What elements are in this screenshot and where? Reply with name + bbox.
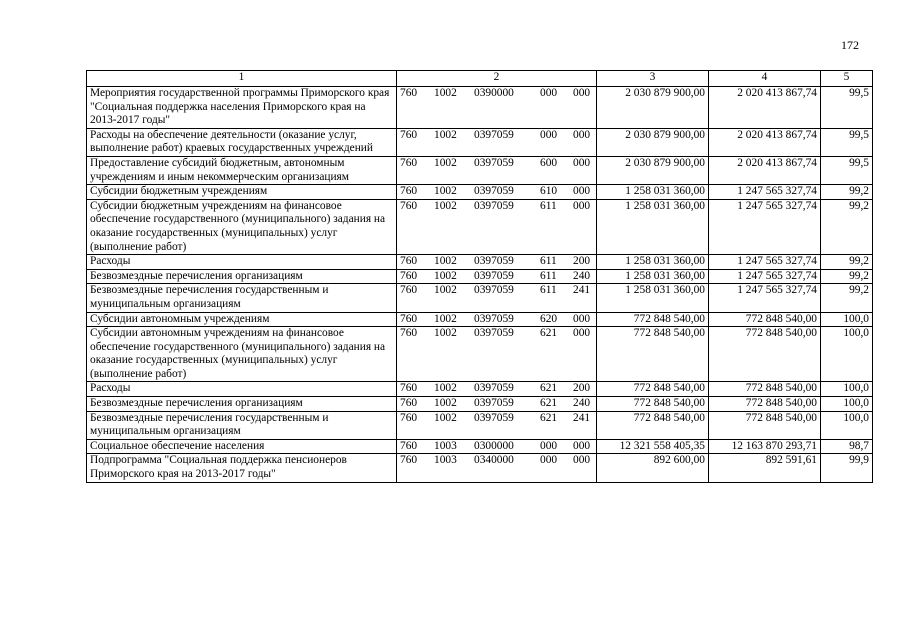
row-codes <box>397 284 597 312</box>
code-3: 0397059 <box>474 269 514 282</box>
row-name: Субсидии автономным учреждениям <box>87 312 397 327</box>
row-codes <box>397 199 597 254</box>
code-4: 611 <box>540 284 557 297</box>
code-3: 0397059 <box>474 284 514 297</box>
budget-table <box>86 70 873 483</box>
code-4: 621 <box>540 397 558 410</box>
code-1: 760 <box>400 397 418 410</box>
code-5: 240 <box>573 397 591 410</box>
code-2: 1002 <box>434 312 457 325</box>
table-row <box>87 454 873 482</box>
code-3: 0397059 <box>474 411 514 424</box>
code-2: 1002 <box>434 255 457 268</box>
row-name: Расходы <box>87 255 397 270</box>
code-2: 1002 <box>434 284 457 297</box>
code-2: 1002 <box>434 327 457 340</box>
code-2: 1002 <box>434 382 457 395</box>
code-4: 621 <box>540 327 558 340</box>
code-3: 0300000 <box>474 439 514 452</box>
row-name: Безвозмездные перечисления государственным и муниципальным организациям <box>87 411 397 439</box>
row-percent: 99,2 <box>821 185 873 200</box>
row-codes <box>397 397 597 412</box>
row-actual-amount: 892 591,61 <box>709 454 821 482</box>
code-4: 000 <box>540 128 558 141</box>
row-plan-amount: 2 030 879 900,00 <box>597 128 709 156</box>
code-5: 000 <box>573 199 591 212</box>
row-codes <box>397 411 597 439</box>
header-cell-1: 1 <box>87 71 397 87</box>
row-codes <box>397 185 597 200</box>
code-3: 0397059 <box>474 397 514 410</box>
row-percent: 99,2 <box>821 199 873 254</box>
row-percent: 100,0 <box>821 327 873 382</box>
code-1: 760 <box>400 439 418 452</box>
code-3: 0397059 <box>474 312 514 325</box>
code-4: 611 <box>540 255 557 268</box>
code-1: 760 <box>400 87 418 99</box>
row-codes <box>397 327 597 382</box>
row-codes <box>397 439 597 454</box>
row-name: Безвозмездные перечисления организациям <box>87 397 397 412</box>
row-plan-amount: 772 848 540,00 <box>597 382 709 397</box>
code-2: 1002 <box>434 87 457 99</box>
code-1: 760 <box>400 454 418 467</box>
row-name: Субсидии автономным учреждениям на финансовое обеспечение государственного (муниципального) задания на оказание государственных (муниципальных) услуг (выполнение работ) <box>87 327 397 382</box>
row-actual-amount: 772 848 540,00 <box>709 312 821 327</box>
row-codes <box>397 454 597 482</box>
code-1: 760 <box>400 156 418 169</box>
row-actual-amount: 772 848 540,00 <box>709 327 821 382</box>
row-percent: 99,5 <box>821 156 873 184</box>
row-name: Предоставление субсидий бюджетным, автономным учреждениям и иным некоммерческим организациям <box>87 156 397 184</box>
table-row <box>87 255 873 270</box>
row-codes <box>397 382 597 397</box>
row-percent: 99,2 <box>821 255 873 270</box>
code-1: 760 <box>400 327 418 340</box>
header-row <box>87 71 873 87</box>
code-1: 760 <box>400 185 418 198</box>
code-1: 760 <box>400 312 418 325</box>
header-cell-4: 4 <box>709 71 821 87</box>
code-3: 0390000 <box>474 87 514 99</box>
code-2: 1002 <box>434 269 457 282</box>
row-name: Подпрограмма "Социальная поддержка пенсионеров Приморского края на 2013-2017 годы" <box>87 454 397 482</box>
row-plan-amount: 1 258 031 360,00 <box>597 255 709 270</box>
code-5: 240 <box>573 269 591 282</box>
row-plan-amount: 772 848 540,00 <box>597 397 709 412</box>
row-codes <box>397 255 597 270</box>
row-percent: 99,2 <box>821 269 873 284</box>
table-row <box>87 269 873 284</box>
header-cell-5: 5 <box>821 71 873 87</box>
row-actual-amount: 12 163 870 293,71 <box>709 439 821 454</box>
table-row <box>87 185 873 200</box>
row-codes <box>397 156 597 184</box>
code-2: 1002 <box>434 199 457 212</box>
code-2: 1002 <box>434 411 457 424</box>
code-2: 1002 <box>434 397 457 410</box>
row-actual-amount: 2 020 413 867,74 <box>709 87 821 129</box>
code-4: 620 <box>540 312 558 325</box>
row-actual-amount: 772 848 540,00 <box>709 411 821 439</box>
row-name: Субсидии бюджетным учреждениям на финансовое обеспечение государственного (муниципального) задания на оказание государственных (муниципальных) услуг (выполнение работ) <box>87 199 397 254</box>
code-5: 000 <box>573 156 591 169</box>
table-row <box>87 411 873 439</box>
code-3: 0397059 <box>474 199 514 212</box>
table-row <box>87 312 873 327</box>
row-percent: 100,0 <box>821 397 873 412</box>
row-name: Расходы на обеспечение деятельности (оказание услуг, выполнение работ) краевых государственных учреждений <box>87 128 397 156</box>
code-3: 0397059 <box>474 185 514 198</box>
code-5: 000 <box>573 87 591 99</box>
row-name: Социальное обеспечение населения <box>87 439 397 454</box>
code-1: 760 <box>400 255 418 268</box>
code-1: 760 <box>400 269 418 282</box>
table-row <box>87 439 873 454</box>
code-3: 0397059 <box>474 327 514 340</box>
code-5: 000 <box>573 327 591 340</box>
row-plan-amount: 2 030 879 900,00 <box>597 87 709 129</box>
row-percent: 98,7 <box>821 439 873 454</box>
row-actual-amount: 1 247 565 327,74 <box>709 255 821 270</box>
code-4: 610 <box>540 185 558 198</box>
row-plan-amount: 1 258 031 360,00 <box>597 199 709 254</box>
table-row <box>87 87 873 129</box>
row-codes <box>397 312 597 327</box>
code-5: 200 <box>573 382 591 395</box>
code-3: 0397059 <box>474 128 514 141</box>
row-plan-amount: 892 600,00 <box>597 454 709 482</box>
row-codes <box>397 87 597 129</box>
table-row <box>87 397 873 412</box>
row-actual-amount: 1 247 565 327,74 <box>709 199 821 254</box>
row-percent: 100,0 <box>821 382 873 397</box>
code-5: 000 <box>573 312 591 325</box>
row-name: Безвозмездные перечисления организациям <box>87 269 397 284</box>
row-percent: 99,2 <box>821 284 873 312</box>
code-5: 241 <box>573 411 591 424</box>
table-row <box>87 327 873 382</box>
table-row <box>87 156 873 184</box>
code-3: 0397059 <box>474 156 514 169</box>
table-row <box>87 128 873 156</box>
row-plan-amount: 2 030 879 900,00 <box>597 156 709 184</box>
row-percent: 99,9 <box>821 454 873 482</box>
row-percent: 99,5 <box>821 128 873 156</box>
code-4: 000 <box>540 454 558 467</box>
code-5: 000 <box>573 454 591 467</box>
row-actual-amount: 2 020 413 867,74 <box>709 128 821 156</box>
table-row <box>87 284 873 312</box>
code-2: 1003 <box>434 439 457 452</box>
row-plan-amount: 772 848 540,00 <box>597 327 709 382</box>
code-4: 000 <box>540 439 558 452</box>
row-actual-amount: 1 247 565 327,74 <box>709 185 821 200</box>
row-codes <box>397 269 597 284</box>
row-plan-amount: 1 258 031 360,00 <box>597 269 709 284</box>
row-actual-amount: 772 848 540,00 <box>709 382 821 397</box>
code-4: 611 <box>540 199 557 212</box>
row-plan-amount: 772 848 540,00 <box>597 411 709 439</box>
code-1: 760 <box>400 199 418 212</box>
code-2: 1002 <box>434 185 457 198</box>
row-plan-amount: 772 848 540,00 <box>597 312 709 327</box>
code-3: 0397059 <box>474 382 514 395</box>
row-percent: 100,0 <box>821 312 873 327</box>
code-1: 760 <box>400 284 418 297</box>
row-plan-amount: 1 258 031 360,00 <box>597 185 709 200</box>
code-5: 000 <box>573 185 591 198</box>
code-5: 000 <box>573 128 591 141</box>
row-actual-amount: 1 247 565 327,74 <box>709 269 821 284</box>
row-percent: 99,5 <box>821 87 873 129</box>
row-actual-amount: 2 020 413 867,74 <box>709 156 821 184</box>
code-3: 0340000 <box>474 454 514 467</box>
row-name: Безвозмездные перечисления государственным и муниципальным организациям <box>87 284 397 312</box>
code-3: 0397059 <box>474 255 514 268</box>
row-actual-amount: 772 848 540,00 <box>709 397 821 412</box>
code-4: 600 <box>540 156 558 169</box>
row-percent: 100,0 <box>821 411 873 439</box>
page-number: 172 <box>841 38 859 52</box>
row-plan-amount: 12 321 558 405,35 <box>597 439 709 454</box>
table-row <box>87 199 873 254</box>
code-4: 611 <box>540 269 557 282</box>
code-5: 241 <box>573 284 591 297</box>
code-2: 1003 <box>434 454 457 467</box>
header-cell-3: 3 <box>597 71 709 87</box>
row-plan-amount: 1 258 031 360,00 <box>597 284 709 312</box>
row-codes <box>397 128 597 156</box>
code-1: 760 <box>400 411 418 424</box>
code-5: 000 <box>573 439 591 452</box>
code-4: 621 <box>540 411 558 424</box>
row-name: Мероприятия государственной программы Приморского края "Социальная поддержка населения Приморского края на 2013-2017 годы" <box>87 87 397 129</box>
code-5: 200 <box>573 255 591 268</box>
code-2: 1002 <box>434 128 457 141</box>
code-4: 621 <box>540 382 558 395</box>
code-1: 760 <box>400 128 418 141</box>
row-name: Субсидии бюджетным учреждениям <box>87 185 397 200</box>
code-2: 1002 <box>434 156 457 169</box>
code-1: 760 <box>400 382 418 395</box>
row-actual-amount: 1 247 565 327,74 <box>709 284 821 312</box>
table-row <box>87 382 873 397</box>
code-4: 000 <box>540 87 558 99</box>
header-cell-2: 2 <box>397 71 597 87</box>
row-name: Расходы <box>87 382 397 397</box>
